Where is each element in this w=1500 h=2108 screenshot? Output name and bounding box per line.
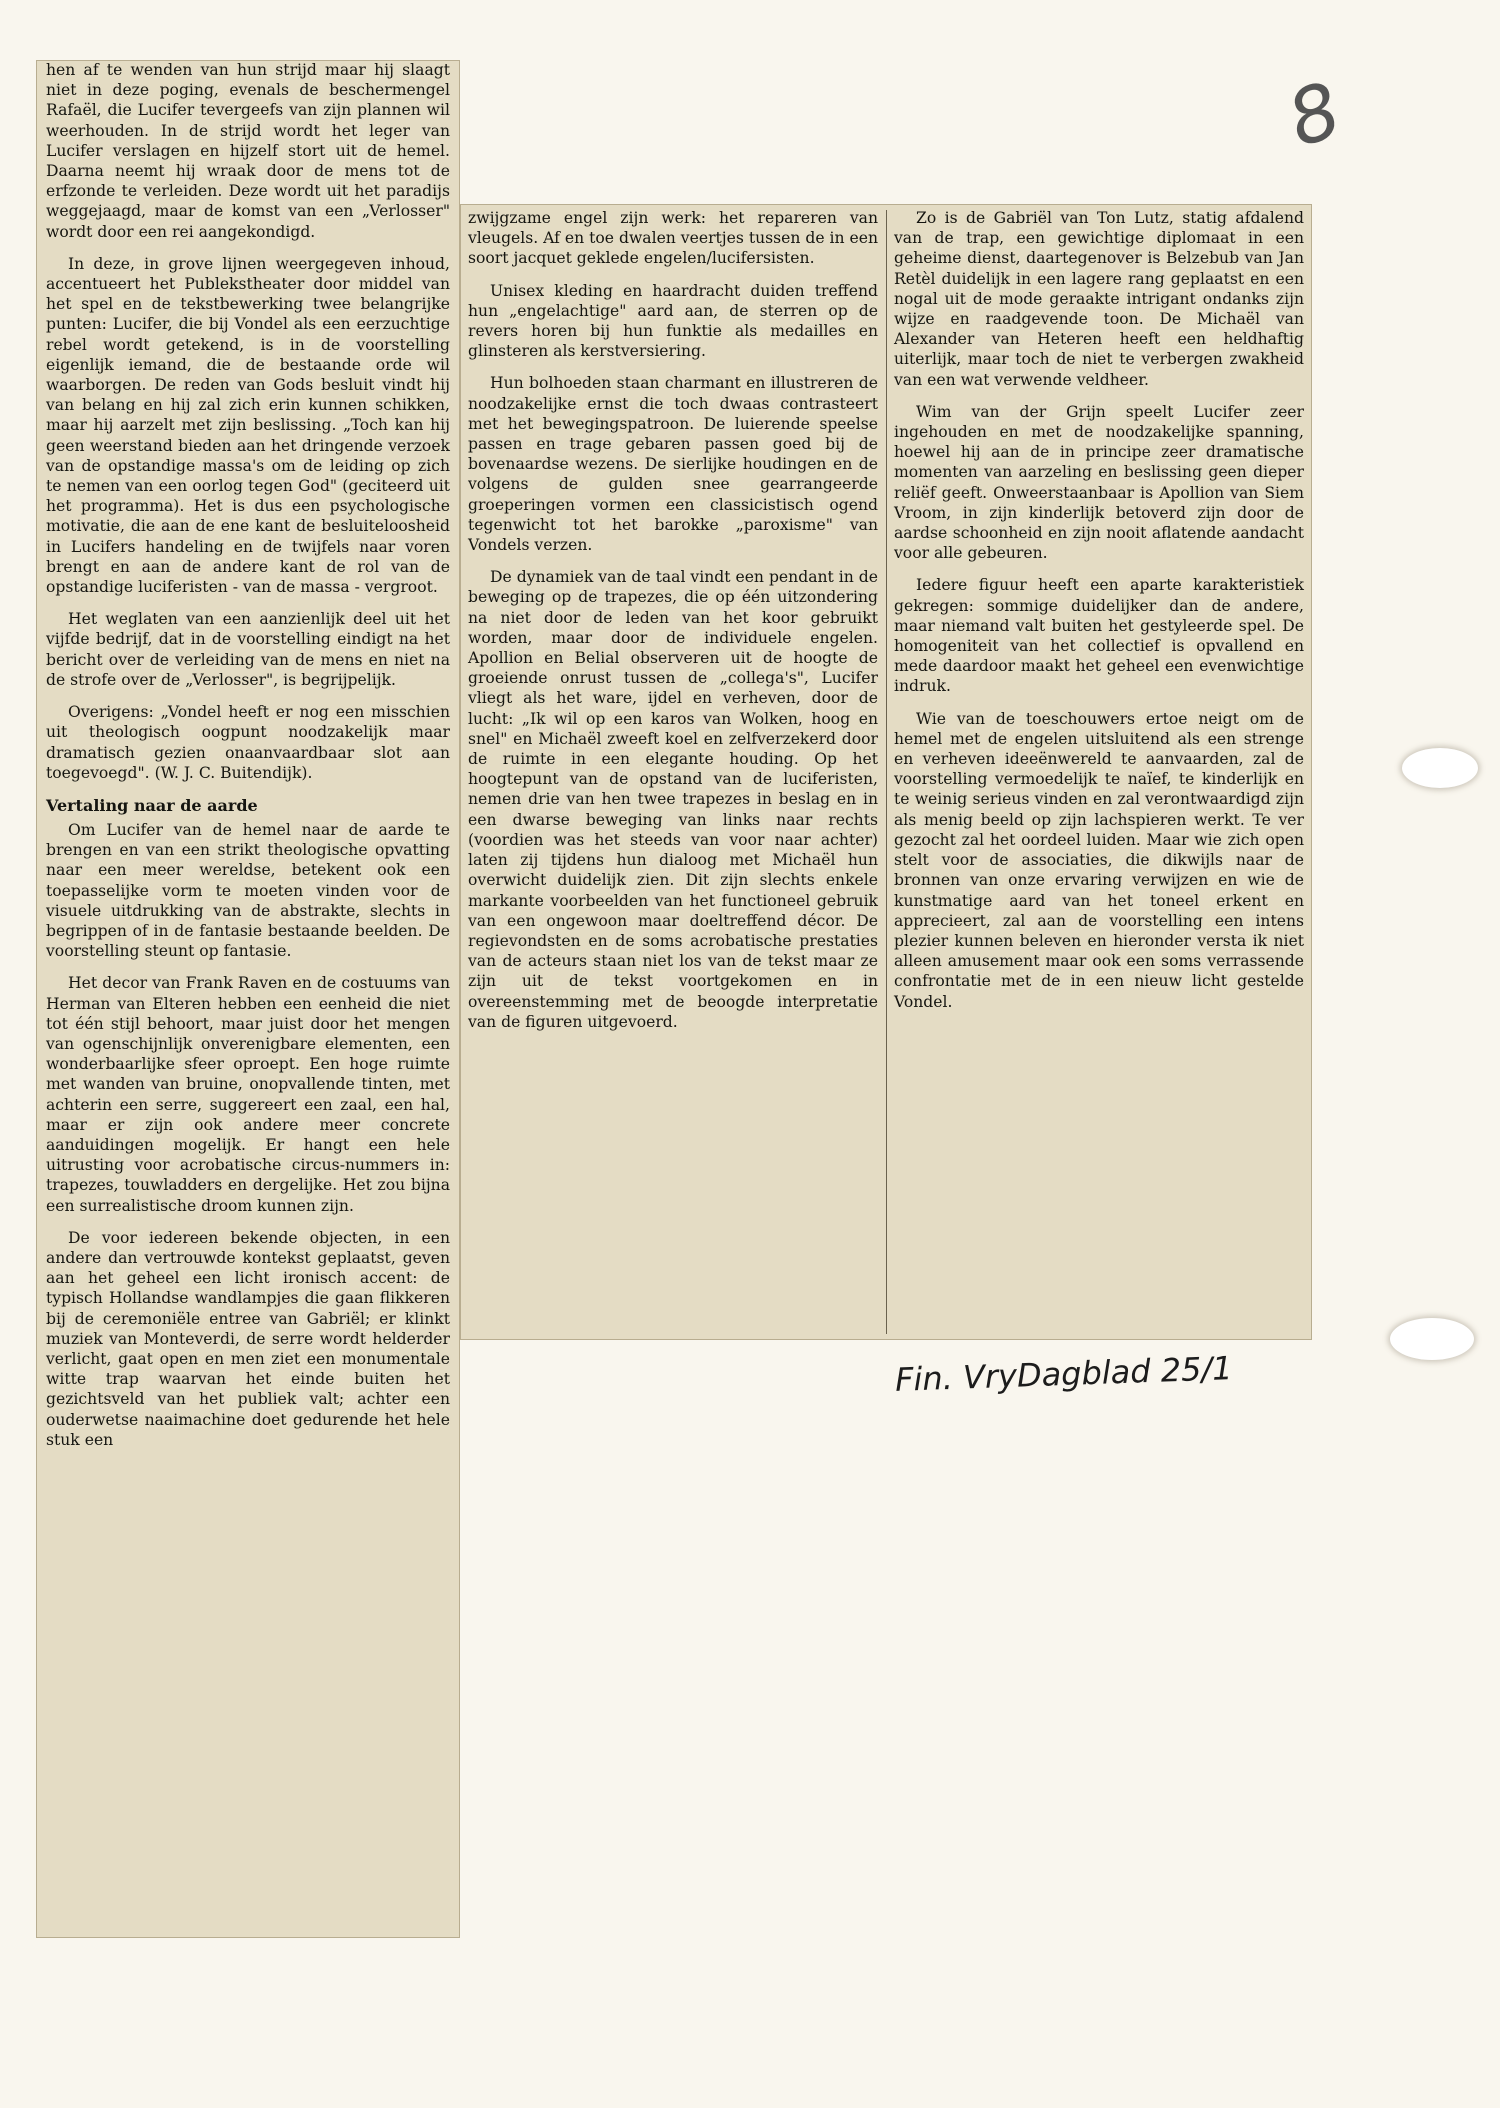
column-1-text <box>46 60 450 1932</box>
col1-paragraph-6: Het decor van Frank Raven en de costuums van Herman van Elteren hebben een eenheid die niet tot één stijl behoort, maar juist door het mengen van ogenschijnlijk onverenigbare elementen, een wonderbaarlijke sfeer oproept. Een hoge ruimte met wanden van bruine, onopvallende tinten, met achterin een serre, suggereert een zaal, een hal, maar er zijn ook andere meer concrete aanduidingen mogelijk. Er hangt een hele uitrusting voor acrobatische circus-nummers in: trapezes, touwladders en dergelijke. Het zou bijna een surrealistische droom kunnen zijn. <box>46 974 450 1215</box>
col2-paragraph-2: Unisex kleding en haardracht duiden treffend hun „engelachtige" aard aan, de sterren op de revers horen bij hun funktie als medailles en glinsteren als kerstversiering. <box>468 281 878 361</box>
col3-paragraph-3: Iedere figuur heeft een aparte karakteristiek gekregen: sommige duidelijker dan de andere, maar niemand valt buiten het gestyleerde spel. De homogeniteit van het collectief is opvallend en mede daardoor maakt het geheel een evenwichtige indruk. <box>894 576 1304 696</box>
column-2-text <box>468 208 878 1336</box>
col1-paragraph-3: Het weglaten van een aanzienlijk deel uit het vijfde bedrijf, dat in de voorstelling eindigt na het bericht over de verleiding van de mens en niet na de strofe over de „Verlosser", is begrijpelijk. <box>46 610 450 689</box>
col3-paragraph-2: Wim van der Grijn speelt Lucifer zeer ingehouden en met de noodzakelijke spanning, hoewel hij aan de in principe zeer dramatische momenten van aarzeling en beslissing geen dieper reliëf geeft. Onweerstaanbaar is Apollion van Siem Vroom, in zijn kinderlijk betoverd zijn door de aardse schoonheid en zijn nooit aflatende aandacht voor alle gebeuren. <box>894 402 1304 563</box>
column-rule <box>886 210 887 1334</box>
col1-paragraph-4: Overigens: „Vondel heeft er nog een misschien uit theologisch oogpunt noodzakelijk maar dramatisch gezien onaanvaardbaar slot aan toegevoegd". (W. J. C. Buitendijk). <box>46 703 450 782</box>
col1-paragraph-1: hen af te wenden van hun strijd maar hij slaagt niet in deze poging, evenals de beschermengel Rafaël, die Lucifer tevergeefs van zijn plannen wil weerhouden. In de strijd wordt het leger van Lucifer verslagen en hijzelf stort uit de hemel. Daarna neemt hij wraak door de mens tot de erfzonde te verleiden. Deze wordt uit het paradijs weggejaagd, maar de komst van een „Verlosser" wordt door een rei aangekondigd. <box>46 61 450 241</box>
col1-paragraph-7: De voor iedereen bekende objecten, in een andere dan vertrouwde kontekst geplaatst, geven aan het geheel een licht ironisch accent: de typisch Hollandse wandlampjes die gaan flikkeren bij de ceremoniële entree van Gabriël; er klinkt muziek van Monteverdi, de serre wordt helderder verlicht, gaat open en men ziet een monumentale witte trap waarvan het einde buiten het gezichtsveld van het publiek valt; achter een ouderwetse naaimachine doet gedurende het hele stuk een <box>46 1228 450 1449</box>
handwritten-page-number: 8 <box>1277 64 1351 165</box>
column-3-text <box>894 208 1304 1336</box>
col3-paragraph-4: Wie van de toeschouwers ertoe neigt om de hemel met de engelen uitsluitend als een strenge en verheven ideeënwereld te aanvaarden, zal de voorstelling vermoedelijk te naïef, te kinderlijk en te weinig serieus vinden en zal verontwaardigd zijn als menig beeld op zijn lachspieren werkt. Te ver gezocht zal het oordeel luiden. Maar wie zich open stelt voor de associaties, die dikwijls naar de bronnen van onze ervaring verwijzen en wie de kunstmatige aard van het toneel erkent en apprecieert, zal aan de voorstelling een intens plezier kunnen beleven en hieronder versta ik niet alleen amusement maar ook een soms verrassende confrontatie met de in een nieuw licht gestelde Vondel. <box>894 709 1304 1011</box>
col1-paragraph-5: Om Lucifer van de hemel naar de aarde te brengen en van een strikt theologische opvatting naar een meer wereldse, betekent ook een toepasselijke vorm te moeten vinden voor de visuele uitdrukking van de abstrakte, slechts in begrippen of in de fantasie bestaande beelden. De voorstelling steunt op fantasie. <box>46 820 450 961</box>
punch-hole-top <box>1402 748 1478 788</box>
section-heading: Vertaling naar de aarde <box>46 795 258 815</box>
col2-paragraph-3: Hun bolhoeden staan charmant en illustreren de noodzakelijke ernst die toch dwaas contrasteert met het bewegingspatroon. De luierende speelse passen en trage gebaren passen goed bij de bovenaardse wezens. De sierlijke houdingen en de volgens de gulden snee gearrangeerde groeperingen vormen een classicistisch ogend tegenwicht tot het barokke „paroxisme" van Vondels verzen. <box>468 374 878 555</box>
col2-paragraph-4: De dynamiek van de taal vindt een pendant in de beweging op de trapezes, die op één uitzondering na niet door de leden van het koor gebruikt worden, maar door de individuele engelen. Apollion en Belial observeren uit de hoogte de groeiende onrust tussen de „collega's", Lucifer vliegt als het ware, ijdel en verheven, door de lucht: „Ik wil op een karos van Wolken, hoog en snel" en Michaël zweeft koel en zelfverzekerd door de ruimte in een elegante houding. Op het hoogtepunt van de opstand van de luciferisten, nemen drie van hen twee trapezes in beslag en in een dwarse beweging van links naar rechts (voordien was het steeds van voor naar achter) laten zij tijdens hun dialoog met Michaël hun overwicht duidelijk zien. Dit zijn slechts enkele markante voorbeelden van het functioneel gebruik van een ongewoon maar doeltreffend décor. De regievondsten en de soms acrobatische prestaties van de acteurs staan niet los van de tekst maar ze zijn uit de tekst voortgekomen en in overeenstemming met de beoogde interpretatie van de figuren uitgevoerd. <box>468 568 878 1031</box>
punch-hole-bottom <box>1390 1318 1474 1360</box>
col3-paragraph-1: Zo is de Gabriël van Ton Lutz, statig afdalend van de trap, een gewichtige diplomaat in een geheime dienst, daartegenover is Belzebub van Jan Retèl duidelijk in een lagere rang geplaatst en een nogal uit de mode geraakte intrigant ondanks zijn wijze en raadgevende toon. De Michaël van Alexander van Heteren heeft een heldhaftig uiterlijk, maar toch de niet te verbergen zwakheid van een wat verwende veldheer. <box>894 209 1304 389</box>
col2-paragraph-1: zwijgzame engel zijn werk: het repareren van vleugels. Af en toe dwalen veertjes tussen de in een soort jacquet geklede engelen/lucifersisten. <box>468 209 879 268</box>
col1-paragraph-2: In deze, in grove lijnen weergegeven inhoud, accentueert het Publekstheater door middel van het spel en de tekstbewerking twee belangrijke punten: Lucifer, die bij Vondel als een eerzuchtige rebel wordt getekend, is in de voorstelling eigenlijk iemand, die de bestaande orde wil waarborgen. De reden van Gods besluit vindt hij van belang en hij zal zich erin kunnen schikken, maar hij aarzelt met zijn beslissing. „Toch kan hij geen weerstand bieden aan het dringende verzoek van de opstandige massa's om de leiding op zich te nemen van een oorlog tegen God" (geciteerd uit het programma). Het is dus een psychologische motivatie, die aan de ene kant de besluiteloosheid in Lucifers handeling en de twijfels naar voren brengt en aan de andere kant de rol van de opstandige luciferisten - van de massa - vergroot. <box>46 254 450 597</box>
handwritten-source-note: Fin. VryDagblad 25/1 <box>894 1349 1234 1399</box>
